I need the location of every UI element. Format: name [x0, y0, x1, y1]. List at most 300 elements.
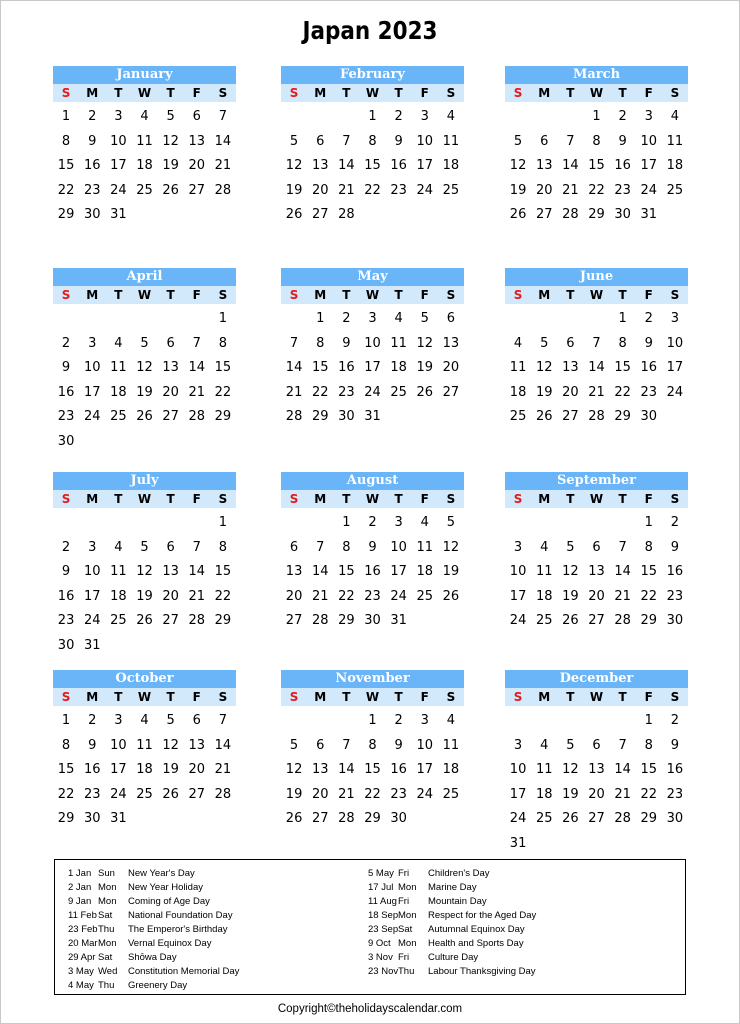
day-cell: 2 — [670, 713, 680, 728]
day-cell: 23 — [666, 588, 684, 604]
day-cell: 16 — [364, 564, 381, 579]
day-cell: 15 — [57, 158, 75, 173]
day-cell: 20 — [188, 158, 206, 173]
day-cell: 11 — [535, 762, 553, 777]
day-cell: 16 — [57, 384, 75, 400]
weekday-label: W — [589, 86, 604, 100]
day-cell: 9 — [368, 539, 377, 555]
month-december — [505, 670, 688, 856]
day-cell: 15 — [311, 360, 329, 375]
day-cell-empty — [557, 709, 583, 734]
day-cell: 13 — [442, 335, 460, 351]
day-cell: 25 — [136, 786, 153, 802]
day-cell: 24 — [110, 786, 127, 802]
day-cell: 8 — [618, 335, 627, 351]
holiday-list — [54, 859, 686, 995]
weekday-header-row — [505, 688, 688, 706]
day-cell: 29 — [640, 613, 658, 628]
weekday-label: S — [513, 492, 523, 506]
day-cell: 6 — [192, 713, 201, 728]
day-grid — [505, 307, 688, 430]
day-cell: 15 — [640, 762, 658, 777]
day-cell: 13 — [162, 564, 179, 579]
day-cell: 19 — [442, 564, 460, 579]
day-cell: 30 — [57, 637, 75, 653]
day-cell: 9 — [61, 564, 71, 579]
day-cell: 22 — [614, 384, 631, 400]
day-cell: 9 — [61, 360, 71, 375]
page-title: Japan 2023 — [302, 16, 438, 45]
day-cell: 4 — [420, 515, 429, 530]
month-name: May — [281, 268, 464, 286]
weekday-header-row — [505, 286, 688, 304]
day-cell: 21 — [188, 588, 206, 604]
day-cell: 28 — [311, 613, 329, 628]
day-cell: 29 — [57, 207, 75, 222]
weekday-header-row — [281, 688, 464, 706]
weekday-header-row — [53, 286, 236, 304]
weekday-header-row — [281, 490, 464, 508]
weekday-label: F — [192, 492, 201, 506]
weekday-label: M — [314, 690, 327, 704]
day-cell: 17 — [110, 158, 127, 173]
day-cell: 11 — [110, 360, 127, 375]
weekday-label: T — [566, 288, 575, 302]
day-cell: 26 — [442, 588, 460, 604]
day-cell: 24 — [666, 384, 684, 400]
day-cell-empty — [333, 105, 359, 130]
weekday-label: W — [137, 288, 152, 302]
day-cell: 7 — [192, 539, 201, 555]
day-cell: 5 — [166, 109, 175, 124]
day-cell: 16 — [390, 158, 407, 173]
day-cell: 8 — [316, 335, 325, 351]
day-cell: 12 — [562, 762, 579, 777]
day-cell: 8 — [368, 133, 377, 149]
day-cell: 23 — [338, 384, 355, 400]
day-cell: 5 — [420, 311, 429, 326]
day-cell: 18 — [666, 158, 684, 173]
day-cell: 17 — [110, 762, 127, 777]
day-cell: 11 — [136, 737, 153, 753]
holiday-name: New Year's Day — [128, 868, 195, 879]
day-cell: 20 — [188, 762, 206, 777]
day-grid — [281, 105, 464, 228]
day-cell: 22 — [311, 384, 329, 400]
holiday-row — [368, 965, 678, 979]
weekday-label: T — [114, 288, 123, 302]
month-november — [281, 670, 464, 832]
day-cell: 1 — [644, 713, 653, 728]
day-cell-empty — [53, 511, 79, 536]
weekday-label: F — [192, 288, 201, 302]
day-cell: 13 — [188, 737, 206, 753]
day-cell: 10 — [110, 737, 127, 753]
day-cell: 22 — [214, 588, 232, 604]
holiday-date: 18 Sep — [368, 910, 399, 921]
weekday-label: T — [166, 288, 175, 302]
weekday-label: F — [420, 690, 429, 704]
day-cell: 26 — [162, 786, 179, 802]
day-cell: 26 — [285, 207, 303, 222]
holiday-weekday: Mon — [398, 938, 417, 949]
day-cell: 26 — [562, 811, 579, 826]
day-cell: 12 — [562, 564, 579, 579]
day-cell: 3 — [88, 539, 97, 555]
weekday-label: T — [618, 492, 627, 506]
day-cell: 12 — [285, 762, 303, 777]
day-cell: 19 — [509, 182, 527, 198]
holiday-date: 17 Jul — [368, 882, 394, 893]
weekday-label: F — [192, 690, 201, 704]
day-cell-empty — [281, 709, 307, 734]
day-cell: 25 — [442, 182, 460, 198]
day-cell: 26 — [136, 613, 153, 628]
day-cell: 4 — [446, 713, 456, 728]
holiday-name: The Emperor's Birthday — [128, 924, 228, 935]
weekday-label: T — [566, 86, 575, 100]
day-cell: 29 — [57, 811, 75, 826]
day-cell-empty — [307, 709, 333, 734]
holiday-name: Vernal Equinox Day — [128, 938, 212, 949]
day-cell: 4 — [140, 713, 149, 728]
day-cell: 27 — [442, 384, 460, 400]
day-cell: 30 — [83, 207, 101, 222]
holiday-row — [68, 965, 368, 979]
day-cell: 30 — [666, 613, 684, 628]
day-cell: 21 — [338, 786, 355, 802]
month-may — [281, 268, 464, 430]
day-cell: 24 — [640, 182, 658, 198]
month-july — [53, 472, 236, 658]
month-june — [505, 268, 688, 430]
holiday-weekday: Mon — [398, 882, 417, 893]
day-cell: 11 — [110, 564, 127, 579]
holiday-row — [368, 909, 678, 923]
holiday-row — [68, 881, 368, 895]
holiday-weekday: Thu — [98, 924, 115, 935]
day-cell: 24 — [416, 786, 434, 802]
day-cell: 15 — [214, 360, 232, 375]
day-cell: 27 — [311, 811, 329, 826]
weekday-label: T — [166, 690, 175, 704]
month-name: March — [505, 66, 688, 84]
weekday-label: T — [566, 492, 575, 506]
weekday-label: S — [670, 492, 680, 506]
day-cell: 3 — [88, 335, 97, 351]
day-cell: 25 — [666, 182, 684, 198]
day-cell: 30 — [640, 409, 658, 424]
day-cell-empty — [583, 307, 609, 332]
day-cell: 26 — [416, 384, 434, 400]
day-cell-empty — [307, 511, 333, 536]
weekday-header-row — [281, 286, 464, 304]
holiday-row — [368, 937, 678, 951]
day-cell: 13 — [562, 360, 579, 375]
weekday-label: T — [166, 492, 175, 506]
weekday-header-row — [505, 490, 688, 508]
day-cell-empty — [184, 511, 210, 536]
holiday-weekday: Thu — [398, 966, 415, 977]
month-name: February — [281, 66, 464, 84]
day-cell: 7 — [342, 133, 351, 149]
weekday-label: S — [289, 492, 299, 506]
day-cell: 22 — [588, 182, 605, 198]
day-grid — [281, 709, 464, 832]
day-cell: 5 — [446, 515, 456, 530]
day-cell: 12 — [285, 158, 303, 173]
day-cell: 4 — [670, 109, 680, 124]
day-cell: 9 — [342, 335, 351, 351]
day-cell: 6 — [592, 539, 601, 555]
day-cell: 1 — [644, 515, 653, 530]
day-cell: 25 — [509, 409, 527, 424]
day-cell-empty — [531, 709, 557, 734]
day-cell: 31 — [509, 835, 527, 851]
day-cell: 25 — [442, 786, 460, 802]
weekday-label: M — [538, 86, 551, 100]
day-cell: 12 — [509, 158, 527, 173]
weekday-header-row — [281, 84, 464, 102]
day-cell: 3 — [420, 713, 429, 728]
holiday-weekday: Fri — [398, 868, 410, 879]
day-cell: 23 — [390, 182, 407, 198]
day-cell: 2 — [394, 713, 403, 728]
day-cell: 20 — [162, 384, 179, 400]
day-cell: 4 — [513, 335, 523, 351]
day-cell: 28 — [188, 613, 206, 628]
day-cell: 29 — [338, 613, 355, 628]
day-cell: 16 — [83, 762, 101, 777]
day-cell: 16 — [666, 564, 684, 579]
day-cell: 20 — [588, 786, 605, 802]
day-cell: 8 — [644, 539, 653, 555]
weekday-label: W — [589, 492, 604, 506]
weekday-label: M — [538, 690, 551, 704]
day-cell: 18 — [442, 762, 460, 777]
weekday-label: T — [342, 288, 351, 302]
day-cell: 7 — [289, 335, 299, 351]
day-cell: 28 — [188, 409, 206, 424]
day-cell: 3 — [420, 109, 429, 124]
day-cell: 1 — [618, 311, 627, 326]
day-cell: 22 — [640, 588, 658, 604]
day-cell: 7 — [316, 539, 325, 555]
day-cell: 20 — [562, 384, 579, 400]
day-cell: 4 — [394, 311, 403, 326]
day-grid — [281, 307, 464, 430]
day-cell: 6 — [540, 133, 549, 149]
day-cell: 22 — [57, 786, 75, 802]
month-march — [505, 66, 688, 228]
day-cell: 5 — [166, 713, 175, 728]
weekday-label: F — [420, 86, 429, 100]
day-cell: 14 — [214, 133, 232, 149]
weekday-label: T — [394, 690, 403, 704]
day-cell: 29 — [614, 409, 631, 424]
day-cell: 4 — [540, 539, 549, 555]
holiday-weekday: Mon — [98, 882, 117, 893]
day-cell: 14 — [338, 762, 355, 777]
day-cell: 28 — [614, 613, 631, 628]
holiday-row — [68, 867, 368, 881]
day-cell: 31 — [640, 207, 658, 222]
holiday-row — [368, 923, 678, 937]
day-cell: 14 — [311, 564, 329, 579]
day-cell: 5 — [289, 133, 299, 149]
day-cell: 28 — [338, 207, 355, 222]
day-grid — [505, 709, 688, 856]
day-cell: 20 — [162, 588, 179, 604]
holiday-date: 23 Feb — [68, 924, 98, 935]
day-cell: 31 — [390, 613, 407, 628]
day-cell: 14 — [614, 762, 631, 777]
holiday-name: Mountain Day — [428, 896, 487, 907]
weekday-label: T — [114, 86, 123, 100]
day-cell: 14 — [562, 158, 579, 173]
weekday-label: S — [289, 86, 299, 100]
day-cell-empty — [505, 307, 531, 332]
day-cell: 12 — [535, 360, 553, 375]
day-cell: 3 — [670, 311, 680, 326]
weekday-label: F — [420, 492, 429, 506]
holiday-row — [368, 895, 678, 909]
month-september — [505, 472, 688, 634]
day-cell: 28 — [562, 207, 579, 222]
day-cell-empty — [583, 511, 609, 536]
day-cell: 3 — [394, 515, 403, 530]
weekday-label: W — [137, 690, 152, 704]
weekday-header-row — [505, 84, 688, 102]
day-cell: 28 — [588, 409, 605, 424]
day-cell: 6 — [166, 539, 175, 555]
day-cell: 17 — [509, 588, 527, 604]
holiday-row — [68, 951, 368, 965]
holiday-name: Constitution Memorial Day — [128, 966, 240, 977]
weekday-label: M — [86, 86, 99, 100]
weekday-label: W — [365, 690, 380, 704]
day-cell-empty — [557, 105, 583, 130]
holiday-row — [68, 923, 368, 937]
day-cell: 29 — [640, 811, 658, 826]
day-cell: 28 — [214, 182, 232, 198]
day-cell: 16 — [666, 762, 684, 777]
weekday-label: M — [86, 288, 99, 302]
day-cell: 27 — [188, 786, 206, 802]
weekday-label: T — [342, 86, 351, 100]
day-cell: 3 — [114, 713, 123, 728]
day-cell: 7 — [618, 539, 627, 555]
day-cell: 6 — [289, 539, 299, 555]
day-cell: 5 — [566, 737, 575, 753]
day-cell: 13 — [588, 762, 605, 777]
day-cell: 10 — [509, 762, 527, 777]
holiday-name: Labour Thanksgiving Day — [428, 966, 536, 977]
day-cell: 24 — [390, 588, 407, 604]
day-cell: 16 — [83, 158, 101, 173]
day-cell: 31 — [364, 409, 381, 424]
holiday-date: 9 Jan — [68, 896, 92, 907]
day-cell: 29 — [311, 409, 329, 424]
day-cell: 16 — [640, 360, 658, 375]
day-cell: 5 — [540, 335, 549, 351]
day-cell-empty — [79, 511, 105, 536]
day-cell-empty — [531, 511, 557, 536]
weekday-label: S — [218, 288, 228, 302]
day-grid — [505, 511, 688, 634]
day-cell: 14 — [614, 564, 631, 579]
day-cell: 6 — [192, 109, 201, 124]
day-cell: 11 — [442, 737, 460, 753]
day-cell-empty — [505, 709, 531, 734]
day-cell: 14 — [338, 158, 355, 173]
day-cell: 11 — [509, 360, 527, 375]
day-cell: 5 — [140, 335, 149, 351]
weekday-label: S — [513, 86, 523, 100]
day-cell: 13 — [535, 158, 553, 173]
weekday-label: M — [86, 690, 99, 704]
day-cell: 17 — [416, 158, 434, 173]
day-cell: 27 — [162, 613, 179, 628]
month-name: December — [505, 670, 688, 688]
holiday-row — [368, 881, 678, 895]
day-cell-empty — [281, 105, 307, 130]
day-cell: 2 — [88, 713, 97, 728]
day-cell: 28 — [338, 811, 355, 826]
day-cell: 20 — [285, 588, 303, 604]
day-cell: 13 — [588, 564, 605, 579]
day-cell: 3 — [513, 737, 523, 753]
day-cell: 12 — [416, 335, 434, 351]
weekday-header-row — [53, 688, 236, 706]
day-cell: 14 — [285, 360, 303, 375]
month-name: July — [53, 472, 236, 490]
weekday-label: T — [114, 492, 123, 506]
day-cell: 4 — [114, 539, 123, 555]
day-cell: 5 — [289, 737, 299, 753]
day-cell: 8 — [592, 133, 601, 149]
day-cell: 12 — [136, 360, 153, 375]
day-cell: 17 — [83, 588, 101, 604]
day-cell: 17 — [416, 762, 434, 777]
day-cell: 27 — [188, 182, 206, 198]
day-cell: 13 — [311, 762, 329, 777]
day-cell: 4 — [114, 335, 123, 351]
day-cell: 23 — [666, 786, 684, 802]
day-cell: 30 — [338, 409, 355, 424]
weekday-label: F — [644, 690, 653, 704]
day-cell: 15 — [338, 564, 355, 579]
holiday-weekday: Thu — [98, 980, 115, 991]
day-cell: 16 — [614, 158, 631, 173]
day-cell: 8 — [644, 737, 653, 753]
day-cell: 25 — [136, 182, 153, 198]
day-cell: 5 — [140, 539, 149, 555]
day-cell-empty — [105, 307, 131, 332]
holiday-name: Culture Day — [428, 952, 479, 963]
holiday-weekday: Mon — [98, 938, 117, 949]
day-cell: 25 — [110, 409, 127, 424]
day-cell: 30 — [614, 207, 631, 222]
weekday-label: S — [61, 690, 71, 704]
holiday-weekday: Fri — [398, 896, 410, 907]
weekday-label: S — [670, 690, 680, 704]
holiday-date: 9 Oct — [368, 938, 391, 949]
day-cell: 1 — [368, 109, 377, 124]
day-cell: 17 — [390, 564, 407, 579]
day-cell: 19 — [136, 384, 153, 400]
weekday-label: F — [420, 288, 429, 302]
